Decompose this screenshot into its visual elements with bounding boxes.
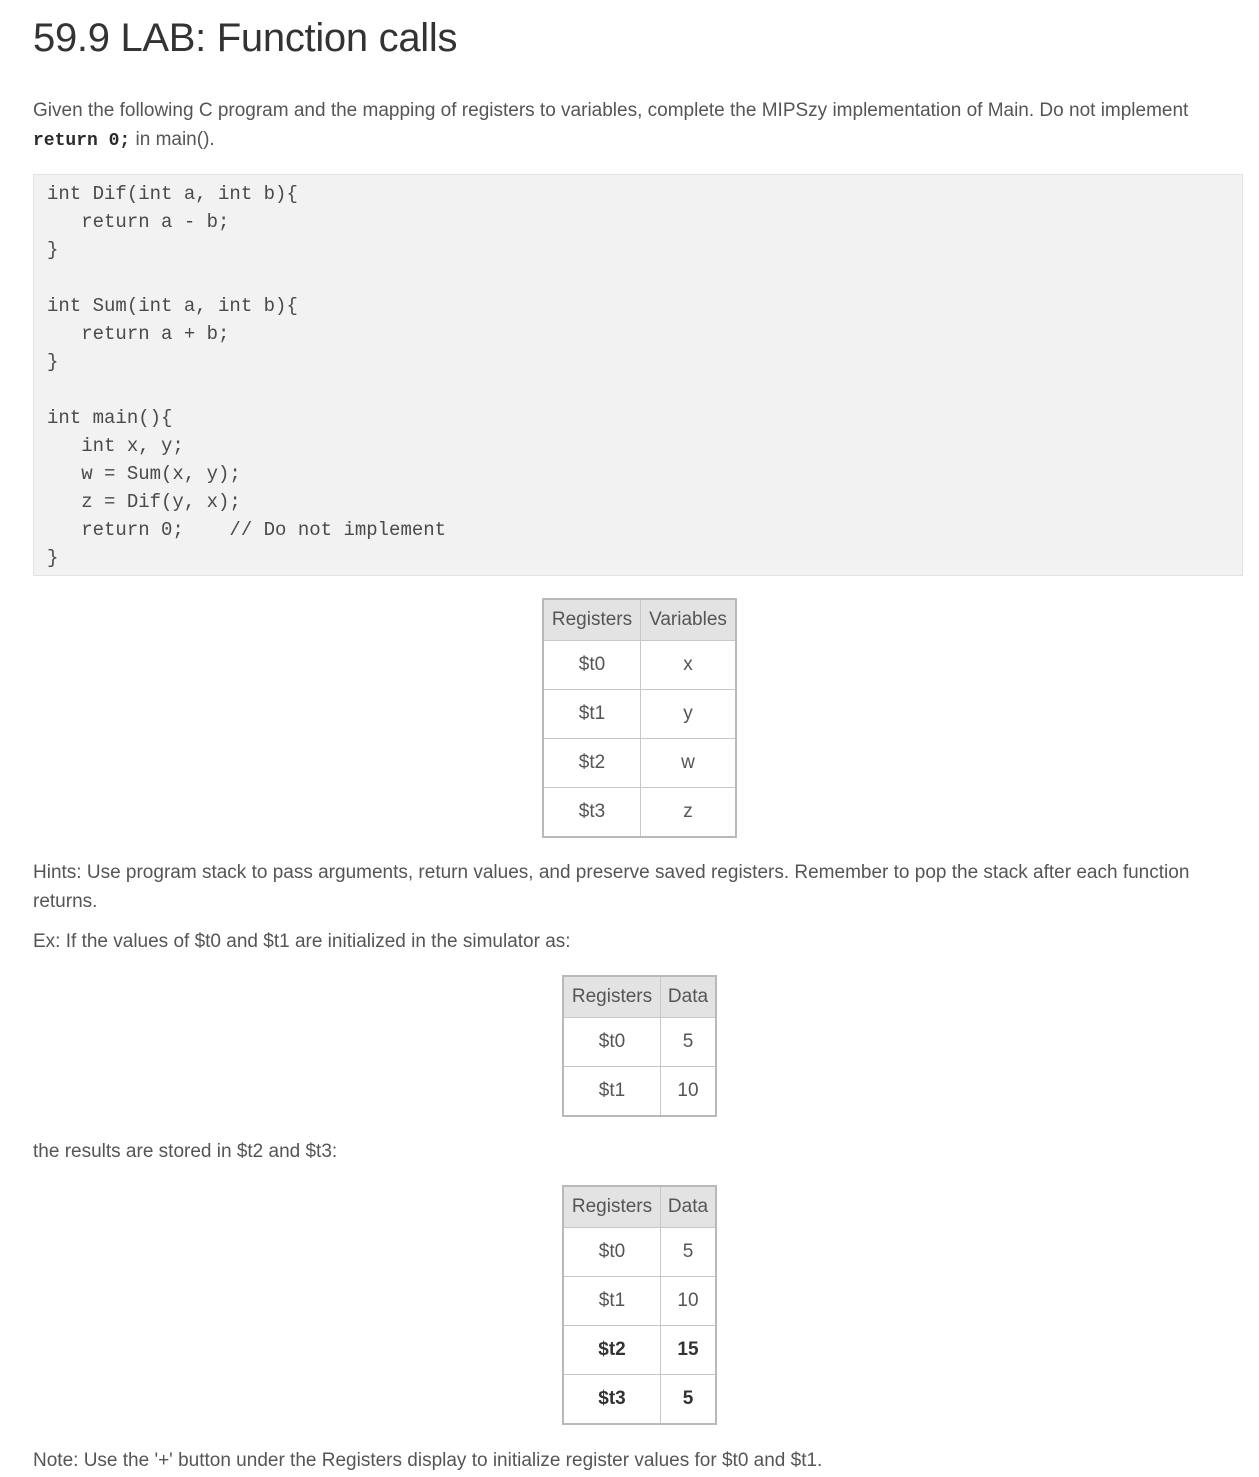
register-cell: $t1 [563, 1277, 661, 1326]
code-line: } [47, 547, 59, 569]
register-cell: $t0 [563, 1228, 661, 1277]
code-line: return a + b; [47, 323, 230, 345]
data-cell: 15 [661, 1326, 717, 1375]
results-intro: the results are stored in $t2 and $t3: [33, 1141, 338, 1162]
column-header-registers: Registers [543, 599, 641, 641]
table-row [563, 1067, 716, 1117]
table-row [543, 739, 736, 788]
variable-cell: w [641, 739, 737, 788]
table-row [543, 788, 736, 838]
column-header-data: Data [661, 1186, 717, 1228]
code-line: int Dif(int a, int b){ [47, 183, 298, 205]
table-row [563, 1228, 716, 1277]
code-line: int Sum(int a, int b){ [47, 295, 298, 317]
table-row [543, 641, 736, 690]
intro-text: Given the following C program and the mapping of registers to variables, complete the MIPSzy implementation of Main. Do not implement [33, 100, 1189, 121]
code-line: } [47, 351, 59, 373]
code-line: z = Dif(y, x); [47, 491, 241, 513]
register-cell: $t1 [563, 1067, 661, 1117]
register-cell: $t1 [543, 690, 641, 739]
code-block [33, 174, 1243, 576]
data-cell: 5 [661, 1018, 717, 1067]
code-line: return 0; // Do not implement [47, 519, 447, 541]
column-header-data: Data [661, 976, 717, 1018]
register-cell: $t0 [543, 641, 641, 690]
code-line: int main(){ [47, 407, 173, 429]
table-row [563, 1375, 716, 1425]
table-row [543, 690, 736, 739]
column-header-variables: Variables [641, 599, 737, 641]
intro-text-end: in main(). [130, 129, 215, 150]
table-row [563, 1326, 716, 1375]
table-row [563, 1277, 716, 1326]
code-line: int x, y; [47, 435, 184, 457]
init-values-table [562, 975, 717, 1117]
column-header-registers: Registers [563, 976, 661, 1018]
register-cell: $t3 [543, 788, 641, 838]
intro-code: return 0; [33, 131, 131, 151]
hints-paragraph: Hints: Use program stack to pass arguments, return values, and preserve saved registers. Remember to pop the stack after each function returns. [33, 862, 1190, 912]
page-title: 59.9 LAB: Function calls [33, 16, 458, 60]
data-cell: 5 [661, 1228, 717, 1277]
register-variable-table [542, 598, 737, 838]
code-line: } [47, 239, 59, 261]
variable-cell: x [641, 641, 737, 690]
data-cell: 5 [661, 1375, 717, 1425]
register-cell: $t0 [563, 1018, 661, 1067]
column-header-registers: Registers [563, 1186, 661, 1228]
table-row [563, 1018, 716, 1067]
data-cell: 10 [661, 1277, 717, 1326]
code-line: return a - b; [47, 211, 230, 233]
code-line: w = Sum(x, y); [47, 463, 241, 485]
register-cell: $t2 [543, 739, 641, 788]
intro-paragraph [33, 96, 1233, 156]
example-intro: Ex: If the values of $t0 and $t1 are initialized in the simulator as: [33, 931, 571, 952]
variable-cell: y [641, 690, 737, 739]
register-cell: $t2 [563, 1326, 661, 1375]
register-cell: $t3 [563, 1375, 661, 1425]
variable-cell: z [641, 788, 737, 838]
note-paragraph: Note: Use the '+' button under the Registers display to initialize register values for $t0 and $t1. [33, 1450, 823, 1471]
data-cell: 10 [661, 1067, 717, 1117]
result-values-table [562, 1185, 717, 1425]
